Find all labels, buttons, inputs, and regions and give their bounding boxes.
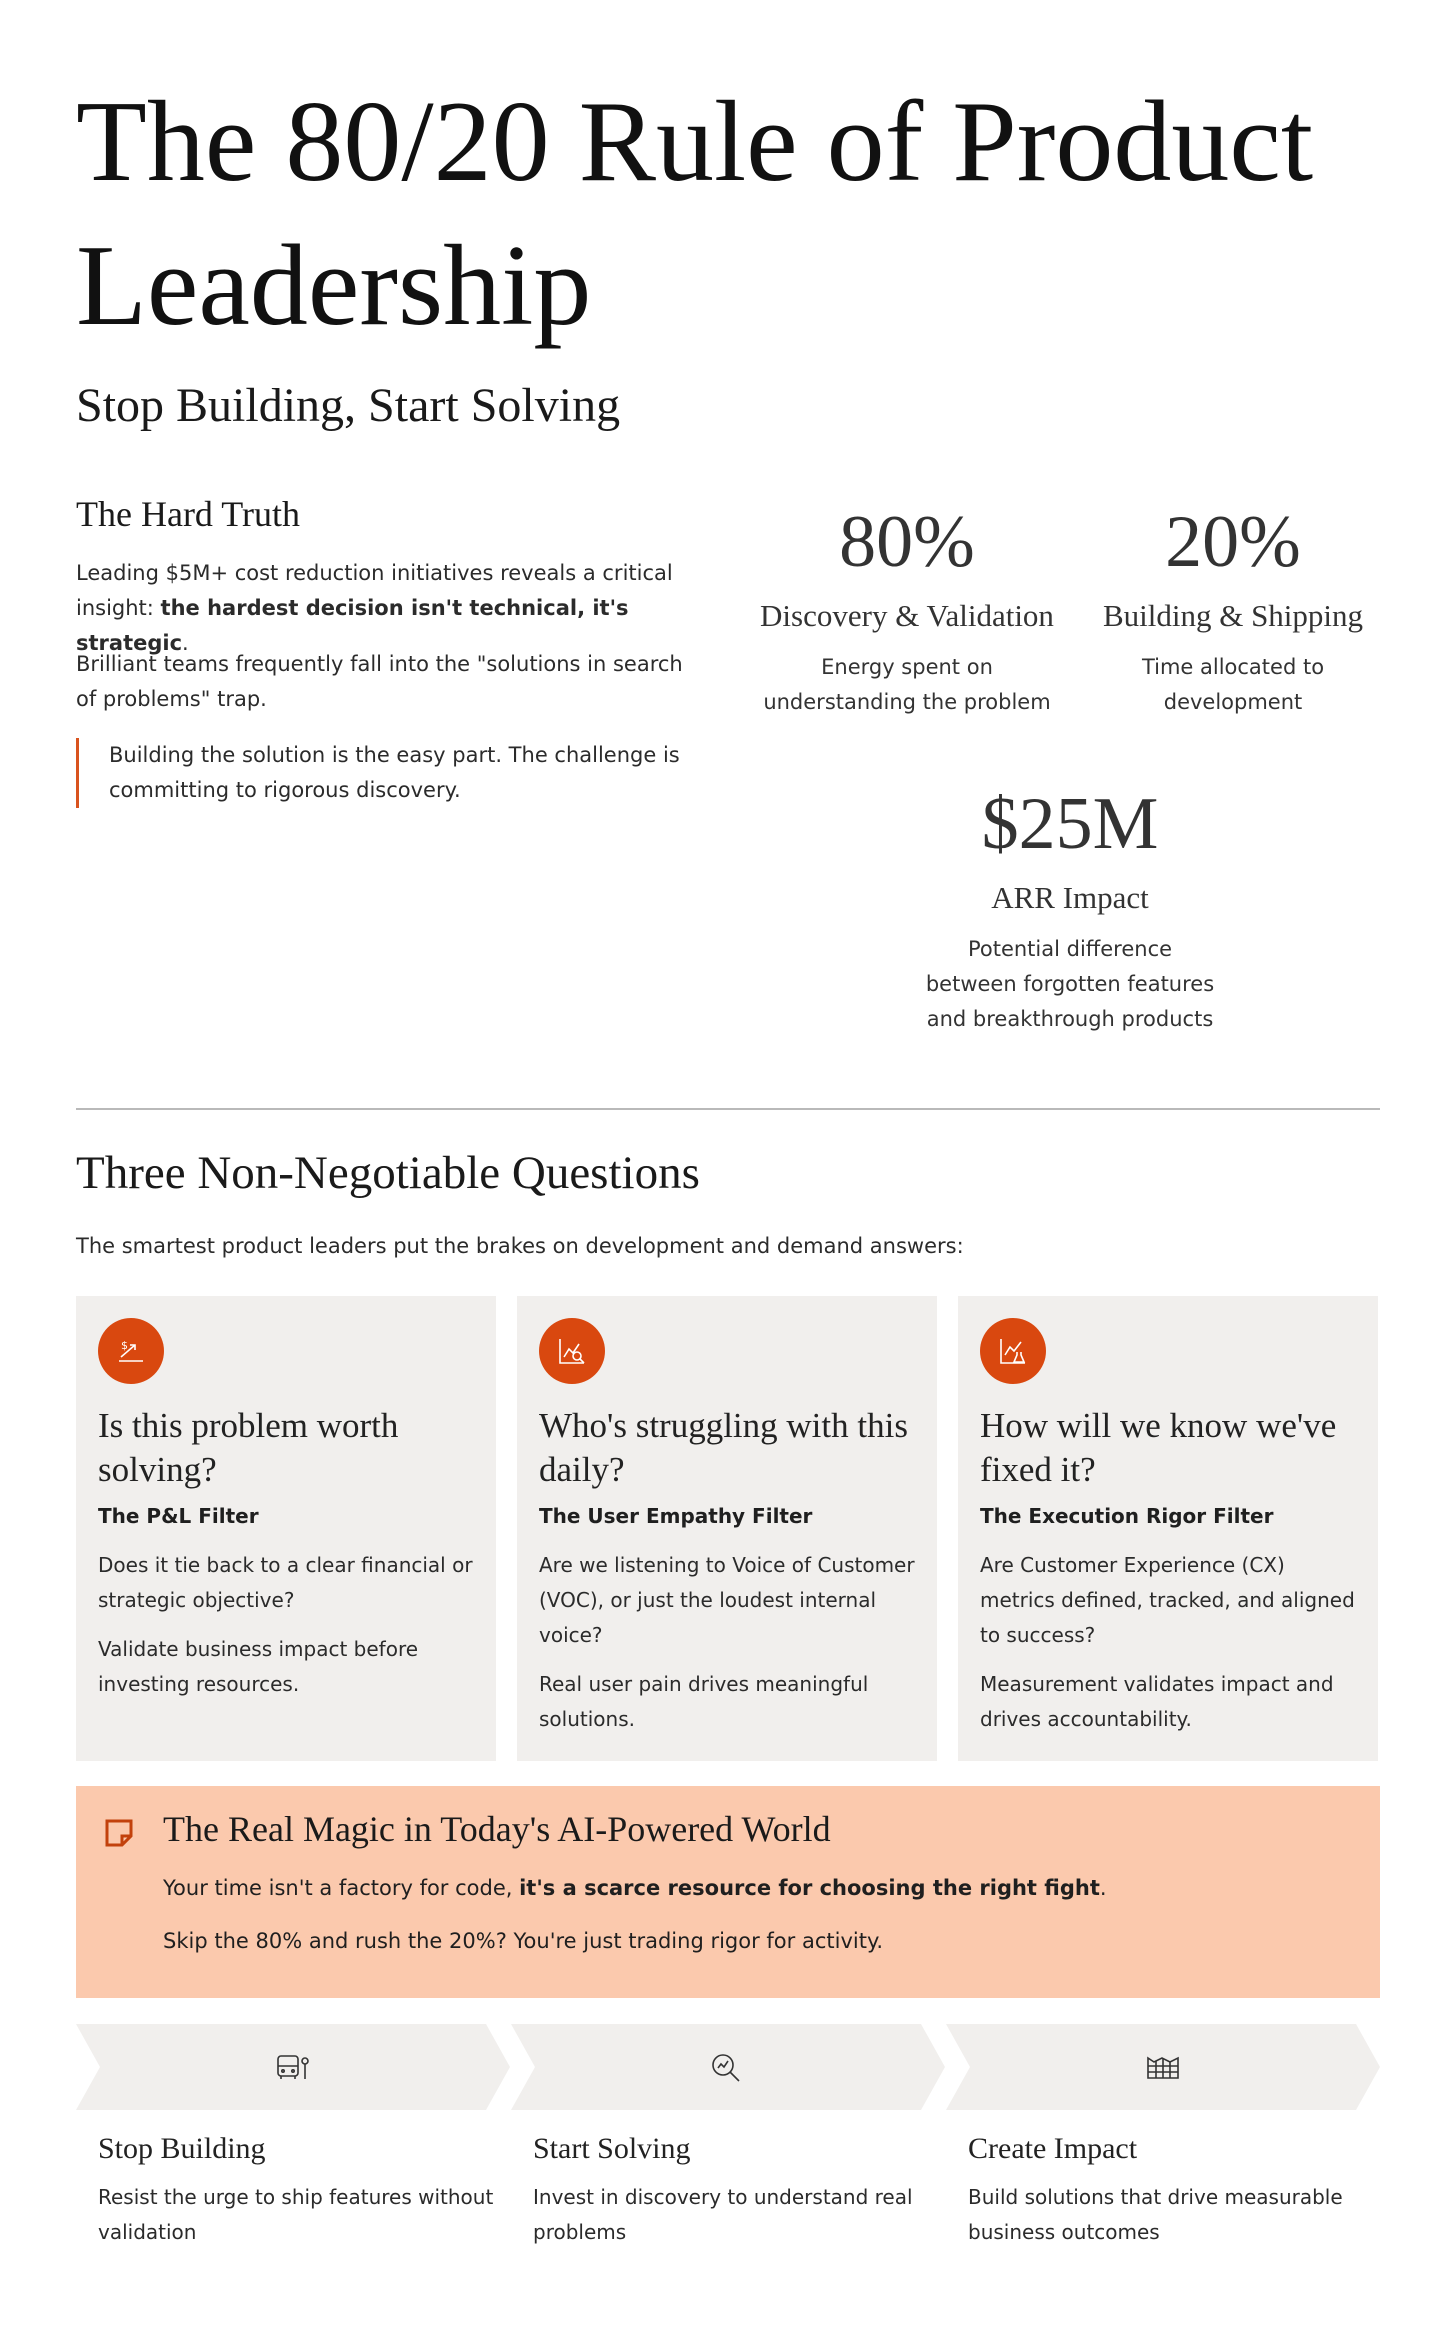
stat-description: Energy spent on understanding the problem bbox=[763, 655, 1051, 714]
real-magic-paragraph-2: Skip the 80% and rush the 20%? You're just trading rigor for activity. bbox=[163, 1929, 884, 1953]
hard-truth-p1-end: . bbox=[182, 631, 189, 655]
hard-truth-p1-emphasis: the hardest decision isn't technical, it's strategic bbox=[76, 596, 629, 655]
stat-value: 80% bbox=[839, 501, 975, 583]
svg-text:$: $ bbox=[121, 1339, 128, 1352]
card-validation: Validate business impact before investing resources. bbox=[98, 1637, 419, 1696]
questions-intro: The smartest product leaders put the brakes on development and demand answers: bbox=[76, 1234, 964, 1258]
step-description: Invest in discovery to understand real problems bbox=[533, 2185, 913, 2244]
stat-label: Building & Shipping bbox=[1102, 598, 1364, 633]
real-magic-p1-text: Your time isn't a factory for code, bbox=[163, 1876, 520, 1900]
card-title: Who's struggling with this daily? bbox=[539, 1406, 908, 1489]
real-magic-p1-end: . bbox=[1099, 1876, 1107, 1900]
step-title: Start Solving bbox=[533, 2132, 691, 2165]
page-title: The 80/20 Rule of Product Leadership bbox=[76, 78, 1314, 350]
step-chevron-create-impact bbox=[946, 2024, 1380, 2110]
real-magic-title: The Real Magic in Today's AI-Powered World bbox=[163, 1809, 831, 1849]
real-magic-paragraph-1 bbox=[163, 1876, 1107, 1900]
step-description: Resist the urge to ship features without validation bbox=[98, 2185, 494, 2244]
stat-description: Time allocated to development bbox=[1141, 655, 1325, 714]
step-chevron-stop-building bbox=[76, 2024, 510, 2110]
stat-label: Discovery & Validation bbox=[760, 598, 1054, 633]
hard-truth-heading: The Hard Truth bbox=[76, 494, 300, 534]
real-magic-p1-emphasis: it's a scarce resource for choosing the right fight bbox=[519, 1876, 1100, 1900]
step-title: Stop Building bbox=[98, 2132, 266, 2165]
card-question: Are Customer Experience (CX) metrics defined, tracked, and aligned to success? bbox=[980, 1553, 1355, 1647]
card-title: How will we know we've fixed it? bbox=[980, 1406, 1337, 1489]
hard-truth-paragraph-1 bbox=[76, 556, 696, 661]
page-subtitle: Stop Building, Start Solving bbox=[76, 379, 621, 432]
card-filter: The Execution Rigor Filter bbox=[980, 1504, 1274, 1528]
card-filter: The User Empathy Filter bbox=[539, 1504, 813, 1528]
step-title: Create Impact bbox=[968, 2132, 1138, 2165]
note-icon bbox=[102, 1816, 136, 1850]
question-card-pl bbox=[76, 1296, 496, 1761]
stat-arr-impact bbox=[890, 782, 1250, 1037]
step-chevron-start-solving bbox=[511, 2024, 945, 2110]
section-divider bbox=[76, 1108, 1380, 1110]
stat-value: 20% bbox=[1165, 501, 1301, 583]
card-question: Are we listening to Voice of Customer (VOC), or just the loudest internal voice? bbox=[539, 1553, 915, 1647]
card-question: Does it tie back to a clear financial or strategic objective? bbox=[98, 1553, 473, 1612]
card-validation: Real user pain drives meaningful solutions. bbox=[539, 1672, 869, 1731]
step-description: Build solutions that drive measurable business outcomes bbox=[968, 2185, 1343, 2244]
real-magic-callout bbox=[76, 1786, 1380, 1998]
stat-value: $25M bbox=[981, 783, 1159, 865]
hard-truth-paragraph-2: Brilliant teams frequently fall into the "solutions in search of problems" trap. bbox=[76, 652, 683, 711]
dollar-growth-icon bbox=[98, 1318, 164, 1384]
hard-truth-quote: Building the solution is the easy part. The challenge is committing to rigorous discovery. bbox=[76, 738, 709, 808]
card-title: Is this problem worth solving? bbox=[98, 1406, 399, 1489]
stat-label: ARR Impact bbox=[991, 880, 1149, 915]
stat-building bbox=[1078, 500, 1388, 720]
stat-description: Potential difference between forgotten features and breakthrough products bbox=[925, 937, 1215, 1031]
card-filter: The P&L Filter bbox=[98, 1504, 259, 1528]
question-card-execution bbox=[958, 1296, 1378, 1761]
questions-heading: Three Non-Negotiable Questions bbox=[76, 1147, 700, 1199]
chart-search-icon bbox=[539, 1318, 605, 1384]
hard-truth-p1-text: Leading $5M+ cost reduction initiatives reveals a critical insight: bbox=[76, 561, 673, 620]
stat-discovery bbox=[742, 500, 1072, 720]
question-card-user bbox=[517, 1296, 937, 1761]
chart-flask-icon bbox=[980, 1318, 1046, 1384]
card-validation: Measurement validates impact and drives accountability. bbox=[980, 1672, 1334, 1731]
